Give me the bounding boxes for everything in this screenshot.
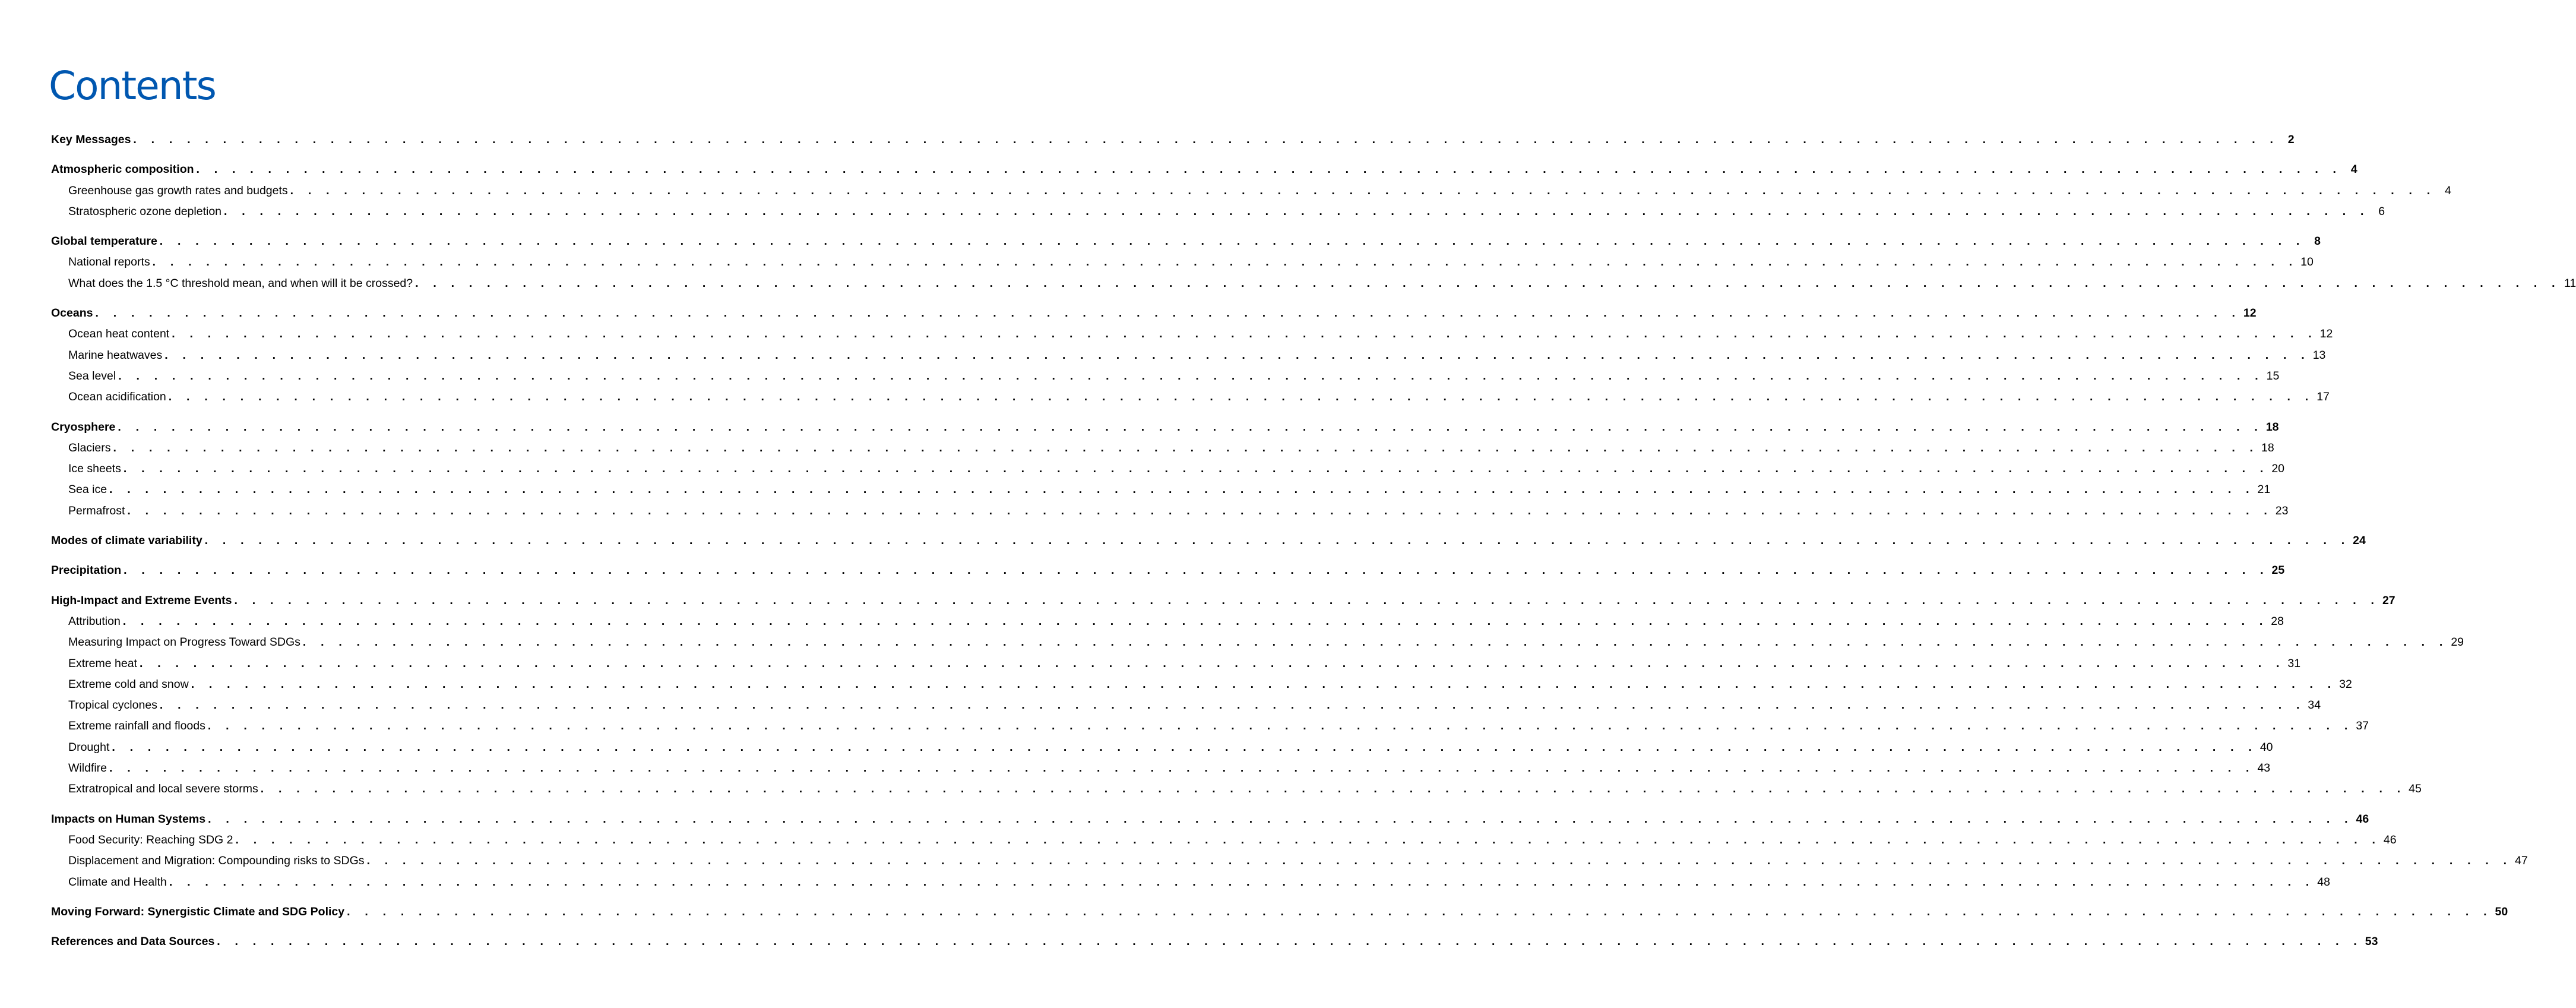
toc-subsection-entry[interactable] [51,653,2301,674]
toc-entry-label: Extratropical and local severe storms [68,782,258,796]
toc-page-number: 18 [2265,420,2279,434]
toc-subsection-entry[interactable] [51,273,2576,294]
dot-leader: . . . . . . . . . . . . . . . . . . . . . . . . . . . . . . . . . . . . . . . . . . . . . . . . . . . . . . . . . . . . . . . . . . . . . . . . . . . . . . . . . . . . . . . . . . . . . . . . . . . . . . . . . . . . . . . . . . . . . . . . [415,276,2561,290]
table-of-contents [51,129,2576,952]
toc-subsection-entry[interactable] [51,459,2285,479]
toc-entry-label: Permafrost [68,504,125,517]
toc-entry-label: Ocean acidification [68,390,166,404]
toc-subsection-entry[interactable] [51,695,2321,716]
toc-page-number: 23 [2275,504,2289,517]
toc-section-entry[interactable] [51,902,2508,922]
dot-leader: . . . . . . . . . . . . . . . . . . . . . . . . . . . . . . . . . . . . . . . . . . . . . . . . . . . . . . . . . . . . . . . . . . . . . . . . . . . . . . . . . . . . . . . . . . . . . . . . . . . . . . . . . . . . . . . . . . . . . . . . [159,699,2306,712]
dot-leader: . . . . . . . . . . . . . . . . . . . . . . . . . . . . . . . . . . . . . . . . . . . . . . . . . . . . . . . . . . . . . . . . . . . . . . . . . . . . . . . . . . . . . . . . . . . . . . . . . . . . . . . . . . . . . . . . . . . . . . . . [122,614,2268,628]
toc-page-number: 2 [2287,133,2295,146]
toc-page-number: 48 [2317,875,2330,889]
toc-entry-label: Marine heatwaves [68,348,163,362]
toc-section-entry[interactable] [51,417,2279,438]
dot-leader: . . . . . . . . . . . . . . . . . . . . . . . . . . . . . . . . . . . . . . . . . . . . . . . . . . . . . . . . . . . . . . . . . . . . . . . . . . . . . . . . . . . . . . . . . . . . . . . . . . . . . . . . . . . . . . . . . . . . . . . . [347,905,2493,918]
dot-leader: . . . . . . . . . . . . . . . . . . . . . . . . . . . . . . . . . . . . . . . . . . . . . . . . . . . . . . . . . . . . . . . . . . . . . . . . . . . . . . . . . . . . . . . . . . . . . . . . . . . . . . . . . . . . . . . . . . . . . . . . [172,327,2318,341]
toc-entry-label: Precipitation [51,564,122,577]
toc-entry-label: Ocean heat content [68,327,170,341]
toc-subsection-entry[interactable] [51,252,2314,273]
dot-leader: . . . . . . . . . . . . . . . . . . . . . . . . . . . . . . . . . . . . . . . . . . . . . . . . . . . . . . . . . . . . . . . . . . . . . . . . . . . . . . . . . . . . . . . . . . . . . . . . . . . . . . . . . . . . . . . . . . . . . . . . [207,719,2354,733]
toc-subsection-entry[interactable] [51,632,2464,653]
toc-entry-label: Glaciers [68,441,111,454]
dot-leader: . . . . . . . . . . . . . . . . . . . . . . . . . . . . . . . . . . . . . . . . . . . . . . . . . . . . . . . . . . . . . . . . . . . . . . . . . . . . . . . . . . . . . . . . . . . . . . . . . . . . . . . . . . . . . . . . . . . . . . . . [191,677,2337,691]
toc-subsection-entry[interactable] [51,611,2284,632]
toc-page-number: 29 [2451,636,2464,649]
toc-entry-label: Key Messages [51,133,131,146]
toc-subsection-entry[interactable] [51,674,2352,695]
toc-page-number: 11 [2564,276,2576,290]
toc-page-number: 47 [2515,854,2528,868]
toc-entry-label: Ice sheets [68,462,121,476]
toc-entry-label: Climate and Health [68,875,167,889]
toc-page-number: 4 [2444,184,2451,197]
dot-leader: . . . . . . . . . . . . . . . . . . . . . . . . . . . . . . . . . . . . . . . . . . . . . . . . . . . . . . . . . . . . . . . . . . . . . . . . . . . . . . . . . . . . . . . . . . . . . . . . . . . . . . . . . . . . . . . . . . . . . . . . [95,306,2241,320]
toc-page-number: 21 [2257,483,2271,497]
toc-page-number: 28 [2271,614,2284,628]
toc-page-number: 10 [2300,255,2314,269]
dot-leader: . . . . . . . . . . . . . . . . . . . . . . . . . . . . . . . . . . . . . . . . . . . . . . . . . . . . . . . . . . . . . . . . . . . . . . . . . . . . . . . . . . . . . . . . . . . . . . . . . . . . . . . . . . . . . . . . . . . . . . . . [169,875,2315,889]
toc-entry-label: National reports [68,255,150,269]
dot-leader: . . . . . . . . . . . . . . . . . . . . . . . . . . . . . . . . . . . . . . . . . . . . . . . . . . . . . . . . . . . . . . . . . . . . . . . . . . . . . . . . . . . . . . . . . . . . . . . . . . . . . . . . . . . . . . . . . . . . . . . . [224,204,2370,218]
toc-entry-label: Moving Forward: Synergistic Climate and SDG Policy [51,905,345,918]
toc-page-number: 53 [2365,935,2378,949]
toc-entry-label: Greenhouse gas growth rates and budgets [68,184,288,197]
toc-page-number: 18 [2261,441,2274,454]
toc-entry-label: Extreme rainfall and floods [68,719,205,733]
toc-subsection-entry[interactable] [51,716,2369,737]
dot-leader: . . . . . . . . . . . . . . . . . . . . . . . . . . . . . . . . . . . . . . . . . . . . . . . . . . . . . . . . . . . . . . . . . . . . . . . . . . . . . . . . . . . . . . . . . . . . . . . . . . . . . . . . . . . . . . . . . . . . . . . . [290,184,2436,197]
toc-section-entry[interactable] [51,231,2321,252]
toc-page-number: 37 [2356,719,2369,733]
dot-leader: . . . . . . . . . . . . . . . . . . . . . . . . . . . . . . . . . . . . . . . . . . . . . . . . . . . . . . . . . . . . . . . . . . . . . . . . . . . . . . . . . . . . . . . . . . . . . . . . . . . . . . . . . . . . . . . . . . . . . . . . [139,656,2286,670]
toc-entry-label: Global temperature [51,235,157,248]
dot-leader: . . . . . . . . . . . . . . . . . . . . . . . . . . . . . . . . . . . . . . . . . . . . . . . . . . . . . . . . . . . . . . . . . . . . . . . . . . . . . . . . . . . . . . . . . . . . . . . . . . . . . . . . . . . . . . . . . . . . . . . . [260,782,2406,796]
toc-page-number: 40 [2259,740,2273,754]
toc-entry-label: Attribution [68,614,121,628]
toc-section-entry[interactable] [51,530,2366,551]
toc-subsection-entry[interactable] [51,345,2326,366]
toc-page-number: 13 [2312,348,2326,362]
toc-page-number: 24 [2353,534,2366,548]
toc-page-number: 25 [2271,564,2285,577]
dot-leader: . . . . . . . . . . . . . . . . . . . . . . . . . . . . . . . . . . . . . . . . . . . . . . . . . . . . . . . . . . . . . . . . . . . . . . . . . . . . . . . . . . . . . . . . . . . . . . . . . . . . . . . . . . . . . . . . . . . . . . . . [109,761,2255,775]
dot-leader: . . . . . . . . . . . . . . . . . . . . . . . . . . . . . . . . . . . . . . . . . . . . . . . . . . . . . . . . . . . . . . . . . . . . . . . . . . . . . . . . . . . . . . . . . . . . . . . . . . . . . . . . . . . . . . . . . . . . . . . . [168,390,2314,404]
dot-leader: . . . . . . . . . . . . . . . . . . . . . . . . . . . . . . . . . . . . . . . . . . . . . . . . . . . . . . . . . . . . . . . . . . . . . . . . . . . . . . . . . . . . . . . . . . . . . . . . . . . . . . . . . . . . . . . . . . . . . . . . [152,255,2298,269]
dot-leader: . . . . . . . . . . . . . . . . . . . . . . . . . . . . . . . . . . . . . . . . . . . . . . . . . . . . . . . . . . . . . . . . . . . . . . . . . . . . . . . . . . . . . . . . . . . . . . . . . . . . . . . . . . . . . . . . . . . . . . . . [113,441,2259,454]
toc-section-entry[interactable] [51,159,2357,180]
dot-leader: . . . . . . . . . . . . . . . . . . . . . . . . . . . . . . . . . . . . . . . . . . . . . . . . . . . . . . . . . . . . . . . . . . . . . . . . . . . . . . . . . . . . . . . . . . . . . . . . . . . . . . . . . . . . . . . . . . . . . . . . [196,163,2342,176]
toc-page-number: 50 [2495,905,2508,918]
toc-page-number: 8 [2314,235,2321,248]
toc-subsection-entry[interactable] [51,851,2528,871]
toc-subsection-entry[interactable] [51,438,2274,459]
toc-page-number: 32 [2339,677,2352,691]
toc-subsection-entry[interactable] [51,324,2333,345]
toc-subsection-entry[interactable] [51,758,2271,779]
dot-leader: . . . . . . . . . . . . . . . . . . . . . . . . . . . . . . . . . . . . . . . . . . . . . . . . . . . . . . . . . . . . . . . . . . . . . . . . . . . . . . . . . . . . . . . . . . . . . . . . . . . . . . . . . . . . . . . . . . . . . . . . [235,833,2381,846]
page-title: Contents [49,63,216,109]
toc-page-number: 4 [2350,163,2357,176]
toc-page-number: 27 [2382,593,2395,607]
toc-page-number: 31 [2287,656,2301,670]
toc-page-number: 15 [2266,369,2280,383]
toc-entry-label: What does the 1.5 °C threshold mean, and when will it be crossed? [68,276,413,290]
toc-page-number: 20 [2271,462,2285,476]
toc-subsection-entry[interactable] [51,737,2273,758]
toc-section-entry[interactable] [51,809,2369,830]
toc-page-number: 17 [2316,390,2330,404]
dot-leader: . . . . . . . . . . . . . . . . . . . . . . . . . . . . . . . . . . . . . . . . . . . . . . . . . . . . . . . . . . . . . . . . . . . . . . . . . . . . . . . . . . . . . . . . . . . . . . . . . . . . . . . . . . . . . . . . . . . . . . . . [208,812,2354,826]
toc-page-number: 46 [2383,833,2397,846]
toc-page-number: 6 [2378,204,2385,218]
dot-leader: . . . . . . . . . . . . . . . . . . . . . . . . . . . . . . . . . . . . . . . . . . . . . . . . . . . . . . . . . . . . . . . . . . . . . . . . . . . . . . . . . . . . . . . . . . . . . . . . . . . . . . . . . . . . . . . . . . . . . . . . [204,534,2350,548]
toc-entry-label: Sea ice [68,483,107,497]
toc-entry-label: Modes of climate variability [51,534,202,548]
toc-page-number: 12 [2243,306,2257,320]
toc-entry-label: Extreme heat [68,656,137,670]
toc-entry-label: Cryosphere [51,420,116,434]
toc-subsection-entry[interactable] [51,872,2330,893]
toc-entry-label: Sea level [68,369,116,383]
toc-subsection-entry[interactable] [51,181,2451,201]
toc-entry-label: Measuring Impact on Progress Toward SDGs [68,636,300,649]
toc-subsection-entry[interactable] [51,779,2422,800]
toc-entry-label: High-Impact and Extreme Events [51,593,232,607]
toc-subsection-entry[interactable] [51,501,2289,522]
toc-entry-label: Oceans [51,306,93,320]
toc-entry-label: Stratospheric ozone depletion [68,204,222,218]
toc-section-entry[interactable] [51,560,2285,581]
toc-page-number: 34 [2308,699,2321,712]
toc-section-entry[interactable] [51,129,2295,150]
toc-subsection-entry[interactable] [51,201,2385,222]
dot-leader: . . . . . . . . . . . . . . . . . . . . . . . . . . . . . . . . . . . . . . . . . . . . . . . . . . . . . . . . . . . . . . . . . . . . . . . . . . . . . . . . . . . . . . . . . . . . . . . . . . . . . . . . . . . . . . . . . . . . . . . . [133,133,2279,146]
dot-leader: . . . . . . . . . . . . . . . . . . . . . . . . . . . . . . . . . . . . . . . . . . . . . . . . . . . . . . . . . . . . . . . . . . . . . . . . . . . . . . . . . . . . . . . . . . . . . . . . . . . . . . . . . . . . . . . . . . . . . . . . [366,854,2512,868]
toc-page-number: 12 [2319,327,2333,341]
toc-page-number: 45 [2409,782,2422,796]
dot-leader: . . . . . . . . . . . . . . . . . . . . . . . . . . . . . . . . . . . . . . . . . . . . . . . . . . . . . . . . . . . . . . . . . . . . . . . . . . . . . . . . . . . . . . . . . . . . . . . . . . . . . . . . . . . . . . . . . . . . . . . . [118,369,2264,383]
toc-subsection-entry[interactable] [51,387,2330,407]
toc-page-number: 43 [2257,761,2271,775]
dot-leader: . . . . . . . . . . . . . . . . . . . . . . . . . . . . . . . . . . . . . . . . . . . . . . . . . . . . . . . . . . . . . . . . . . . . . . . . . . . . . . . . . . . . . . . . . . . . . . . . . . . . . . . . . . . . . . . . . . . . . . . . [164,348,2311,362]
toc-entry-label: Wildfire [68,761,107,775]
dot-leader: . . . . . . . . . . . . . . . . . . . . . . . . . . . . . . . . . . . . . . . . . . . . . . . . . . . . . . . . . . . . . . . . . . . . . . . . . . . . . . . . . . . . . . . . . . . . . . . . . . . . . . . . . . . . . . . . . . . . . . . . [109,483,2255,497]
toc-page-number: 46 [2356,812,2369,826]
dot-leader: . . . . . . . . . . . . . . . . . . . . . . . . . . . . . . . . . . . . . . . . . . . . . . . . . . . . . . . . . . . . . . . . . . . . . . . . . . . . . . . . . . . . . . . . . . . . . . . . . . . . . . . . . . . . . . . . . . . . . . . . [118,420,2264,434]
dot-leader: . . . . . . . . . . . . . . . . . . . . . . . . . . . . . . . . . . . . . . . . . . . . . . . . . . . . . . . . . . . . . . . . . . . . . . . . . . . . . . . . . . . . . . . . . . . . . . . . . . . . . . . . . . . . . . . . . . . . . . . . [159,235,2305,248]
toc-section-entry[interactable] [51,590,2395,611]
toc-subsection-entry[interactable] [51,830,2397,851]
dot-leader: . . . . . . . . . . . . . . . . . . . . . . . . . . . . . . . . . . . . . . . . . . . . . . . . . . . . . . . . . . . . . . . . . . . . . . . . . . . . . . . . . . . . . . . . . . . . . . . . . . . . . . . . . . . . . . . . . . . . . . . . [124,564,2270,577]
toc-subsection-entry[interactable] [51,366,2280,387]
toc-entry-label: Atmospheric composition [51,163,194,176]
toc-entry-label: References and Data Sources [51,935,215,949]
toc-section-entry[interactable] [51,931,2378,952]
toc-subsection-entry[interactable] [51,479,2271,500]
dot-leader: . . . . . . . . . . . . . . . . . . . . . . . . . . . . . . . . . . . . . . . . . . . . . . . . . . . . . . . . . . . . . . . . . . . . . . . . . . . . . . . . . . . . . . . . . . . . . . . . . . . . . . . . . . . . . . . . . . . . . . . . [302,636,2449,649]
dot-leader: . . . . . . . . . . . . . . . . . . . . . . . . . . . . . . . . . . . . . . . . . . . . . . . . . . . . . . . . . . . . . . . . . . . . . . . . . . . . . . . . . . . . . . . . . . . . . . . . . . . . . . . . . . . . . . . . . . . . . . . . [123,462,2270,476]
toc-entry-label: Food Security: Reaching SDG 2 [68,833,233,846]
toc-entry-label: Impacts on Human Systems [51,812,206,826]
dot-leader: . . . . . . . . . . . . . . . . . . . . . . . . . . . . . . . . . . . . . . . . . . . . . . . . . . . . . . . . . . . . . . . . . . . . . . . . . . . . . . . . . . . . . . . . . . . . . . . . . . . . . . . . . . . . . . . . . . . . . . . . [217,935,2363,949]
toc-entry-label: Displacement and Migration: Compounding risks to SDGs [68,854,365,868]
dot-leader: . . . . . . . . . . . . . . . . . . . . . . . . . . . . . . . . . . . . . . . . . . . . . . . . . . . . . . . . . . . . . . . . . . . . . . . . . . . . . . . . . . . . . . . . . . . . . . . . . . . . . . . . . . . . . . . . . . . . . . . . [127,504,2273,517]
toc-entry-label: Tropical cyclones [68,699,157,712]
toc-entry-label: Extreme cold and snow [68,677,189,691]
dot-leader: . . . . . . . . . . . . . . . . . . . . . . . . . . . . . . . . . . . . . . . . . . . . . . . . . . . . . . . . . . . . . . . . . . . . . . . . . . . . . . . . . . . . . . . . . . . . . . . . . . . . . . . . . . . . . . . . . . . . . . . . [112,740,2258,754]
dot-leader: . . . . . . . . . . . . . . . . . . . . . . . . . . . . . . . . . . . . . . . . . . . . . . . . . . . . . . . . . . . . . . . . . . . . . . . . . . . . . . . . . . . . . . . . . . . . . . . . . . . . . . . . . . . . . . . . . . . . . . . . [234,593,2380,607]
toc-section-entry[interactable] [51,303,2257,324]
toc-entry-label: Drought [68,740,110,754]
